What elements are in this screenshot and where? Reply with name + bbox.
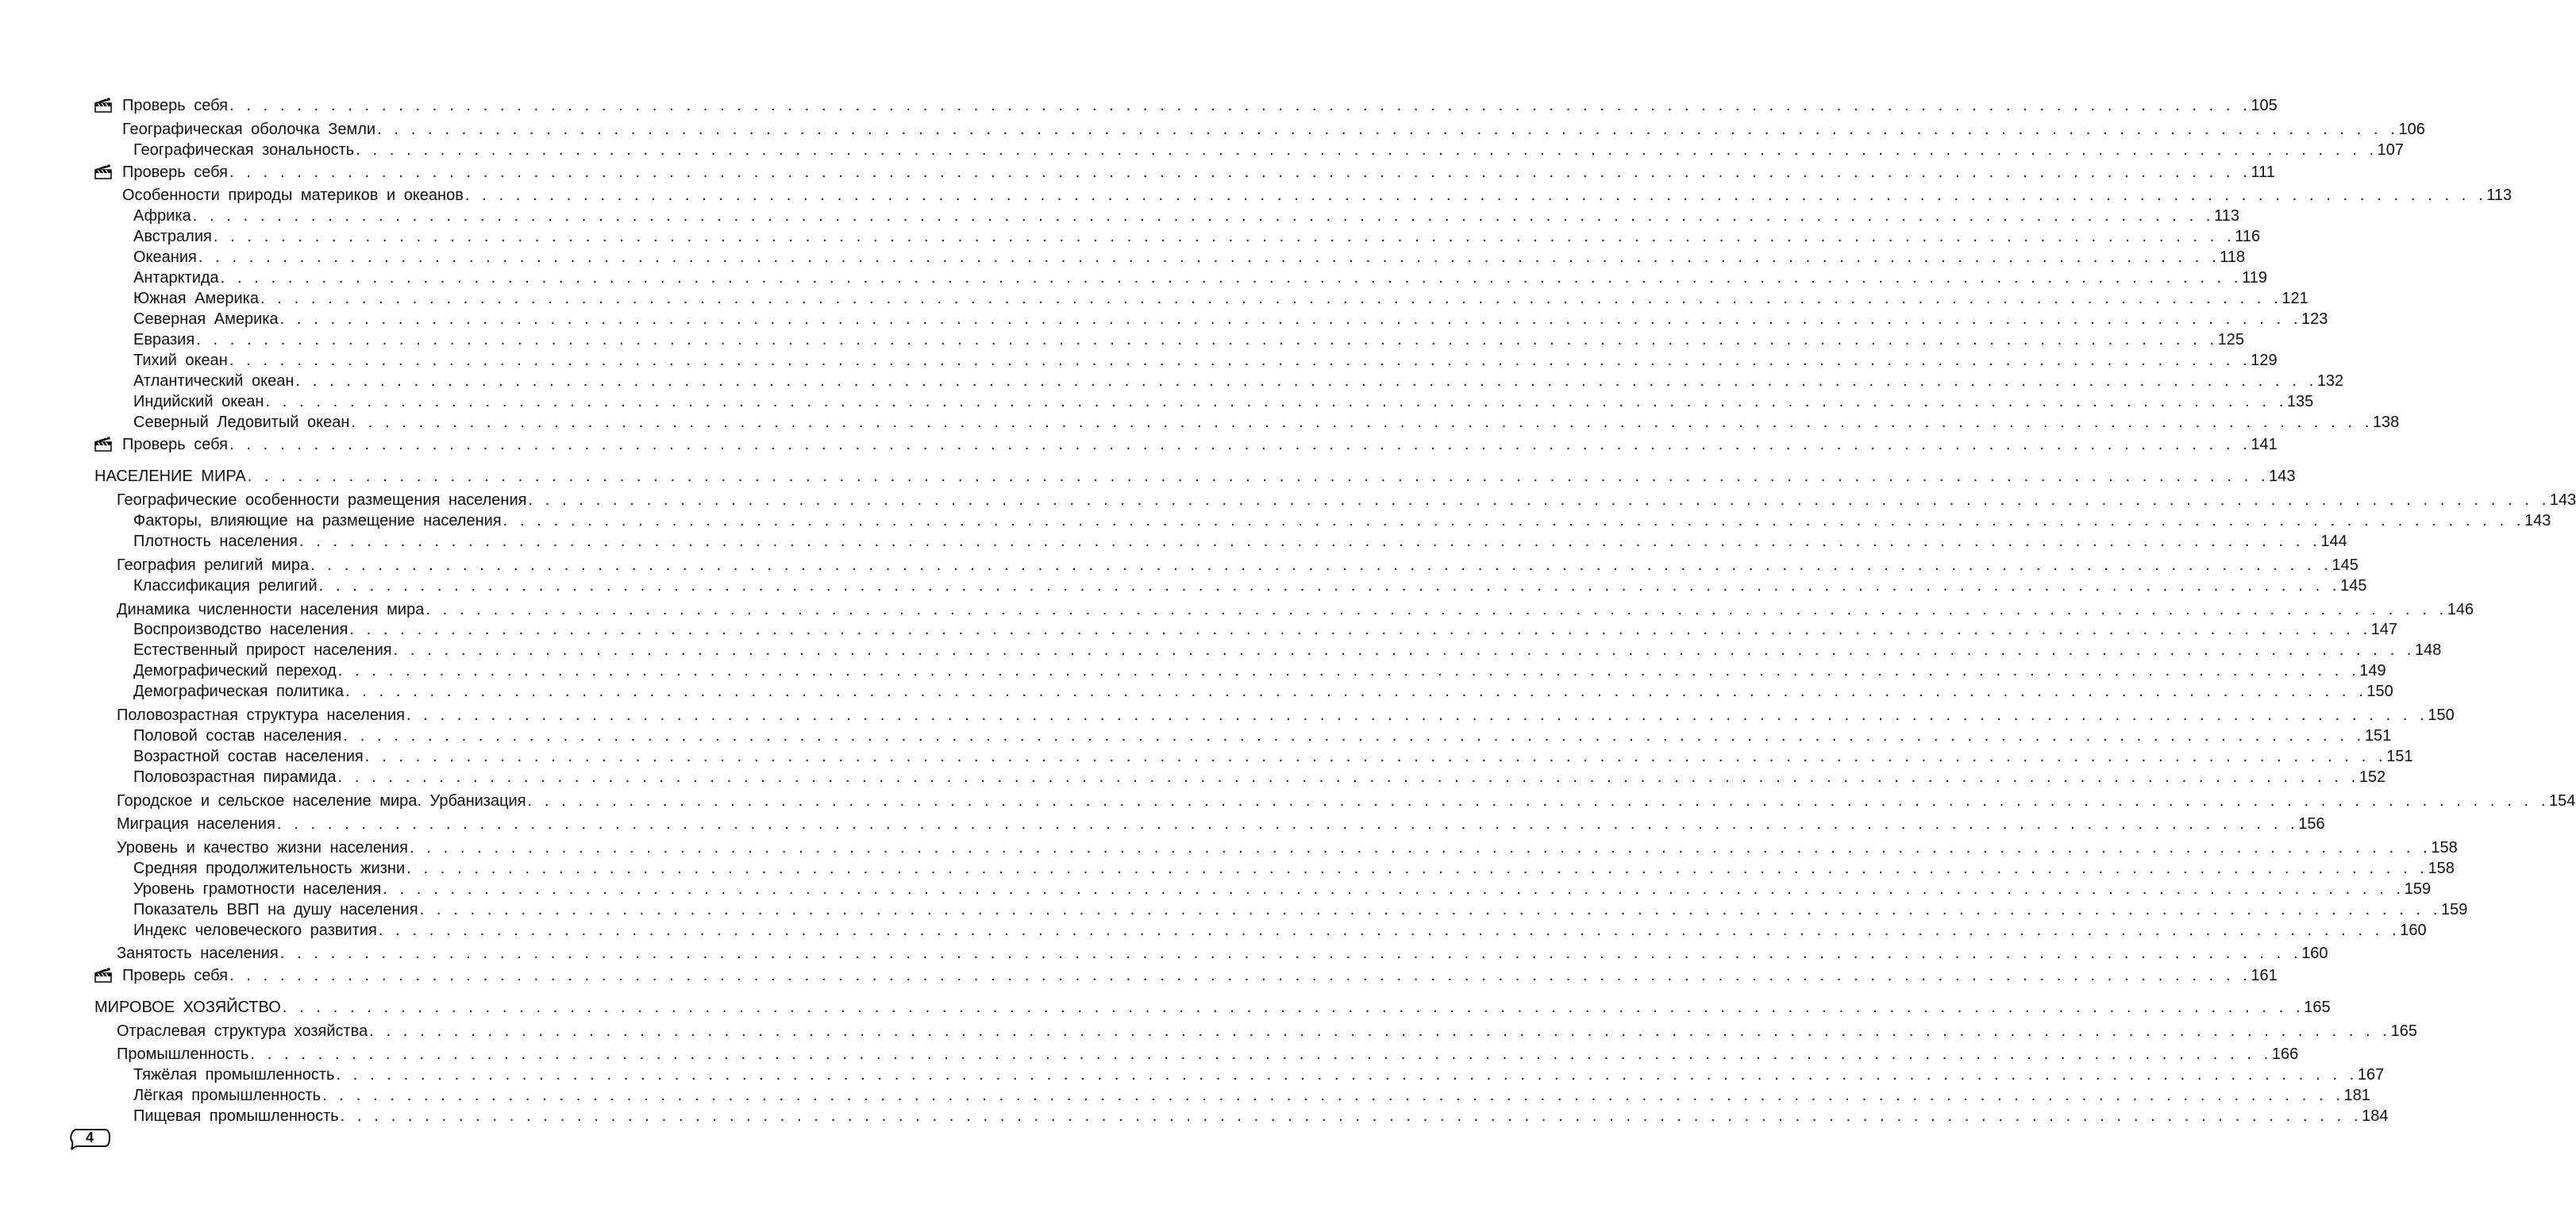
toc-entry-page: 143	[2269, 467, 2296, 485]
toc-entry[interactable]	[117, 791, 2576, 811]
toc-entry-title: Естественный прирост населения	[133, 641, 392, 659]
toc-entry-title: Воспроизводство населения	[133, 620, 348, 638]
toc-entry[interactable]	[133, 1065, 2385, 1085]
toc-entry-page: 160	[2301, 944, 2328, 962]
toc-entry-page: 150	[2366, 682, 2393, 700]
toc-entry-title: Географическая оболочка Земли	[122, 120, 376, 138]
toc-entry-page: 146	[2447, 600, 2474, 618]
toc-entry-title: Индийский океан	[133, 392, 264, 410]
toc-entry[interactable]	[133, 371, 2344, 391]
dot-leader: . . . . . . . . . . . . . . . . . . . . . . . . . . . . . . . . . . . . . . . . . . . . . . . . . . . . . . . . . . . . . . . . . . . . . . . . . . . . . . . . . . . . . . . . . . . . . . . . . . . . . . . . . . . . . . . . . . . . . . . .	[349, 620, 2370, 638]
toc-entry[interactable]	[94, 997, 2331, 1018]
toc-entry-page: 113	[2486, 186, 2512, 204]
toc-entry-page: 141	[2251, 435, 2278, 453]
toc-entry-title: Австралия	[133, 227, 212, 245]
toc-entry[interactable]	[117, 943, 2328, 964]
clapperboard-icon	[94, 96, 113, 114]
toc-entry[interactable]	[133, 660, 2386, 681]
toc-entry[interactable]	[133, 1106, 2389, 1126]
toc-entry[interactable]	[117, 837, 2458, 858]
toc-entry[interactable]	[133, 412, 2400, 433]
toc-entry-title: Географическая зональность	[133, 141, 355, 159]
dot-leader: . . . . . . . . . . . . . . . . . . . . . . . . . . . . . . . . . . . . . . . . . . . . . . . . . . . . . . . . . . . . . . . . . . . . . . . . . . . . . . . . . . . . . . . . . . . . . . . . . . . . . . . . . . . . . . . . . . . . . . . .	[369, 1022, 2389, 1040]
toc-entry[interactable]	[122, 965, 2278, 986]
toc-entry-title: Половозрастная пирамида	[133, 768, 337, 786]
dot-leader: . . . . . . . . . . . . . . . . . . . . . . . . . . . . . . . . . . . . . . . . . . . . . . . . . . . . . . . . . . . . . . . . . . . . . . . . . . . . . . . . . . . . . . . . . . . . . . . . . . . . . . . . . . . . . . . . . . . . . . . .	[345, 682, 2366, 700]
toc-entry-title: Южная Америка	[133, 289, 259, 307]
toc-entry[interactable]	[133, 531, 2347, 552]
toc-entry-title: Антарктида	[133, 268, 219, 287]
dot-leader: . . . . . . . . . . . . . . . . . . . . . . . . . . . . . . . . . . . . . . . . . . . . . . . . . . . . . . . . . . . . . . . . . . . . . . . . . . . . . . . . . . . . . . . . . . . . . . . . . . . . . . . . . . . . . . . . . . . . . . . .	[279, 310, 2301, 328]
toc-entry-title: МИРОВОЕ ХОЗЯЙСТВО	[94, 998, 281, 1016]
toc-entry-title: Плотность населения	[133, 532, 298, 550]
clapperboard-icon	[94, 163, 113, 180]
toc-entry[interactable]	[133, 309, 2328, 329]
toc-entry-title: Миграция населения	[117, 814, 275, 833]
dot-leader: . . . . . . . . . . . . . . . . . . . . . . . . . . . . . . . . . . . . . . . . . . . . . . . . . . . . . . . . . . . . . . . . . . . . . . . . . . . . . . . . . . . . . . . . . . . . . . . . . . . . . . . . . . . . . . . . . . . . . . . .	[276, 814, 2297, 833]
toc-entry-page: 158	[2428, 859, 2455, 877]
toc-entry-title: Городское и сельское население мира. Урбанизация	[117, 791, 526, 810]
toc-entry-page: 158	[2431, 838, 2458, 857]
toc-entry-title: Демографическая политика	[133, 682, 344, 700]
toc-entry-title: Половозрастная структура населения	[117, 706, 405, 724]
dot-leader: . . . . . . . . . . . . . . . . . . . . . . . . . . . . . . . . . . . . . . . . . . . . . . . . . . . . . . . . . . . . . . . . . . . . . . . . . . . . . . . . . . . . . . . . . . . . . . . . . . . . . . . . . . . . . . . . . . . . . . . .	[310, 556, 2331, 574]
toc-entry-title: Отраслевая структура хозяйства	[117, 1022, 368, 1040]
toc-entry-title: Проверь себя	[122, 966, 228, 984]
toc-entry[interactable]	[133, 288, 2308, 309]
toc-entry[interactable]	[133, 510, 2551, 531]
toc-entry-page: 143	[2549, 491, 2576, 509]
dot-leader: . . . . . . . . . . . . . . . . . . . . . . . . . . . . . . . . . . . . . . . . . . . . . . . . . . . . . . . . . . . . . . . . . . . . . . . . . . . . . . . . . . . . . . . . . . . . . . . . . . . . . . . . . . . . . . . . . . . . . . . .	[229, 96, 2250, 114]
dot-leader: . . . . . . . . . . . . . . . . . . . . . . . . . . . . . . . . . . . . . . . . . . . . . . . . . . . . . . . . . . . . . . . . . . . . . . . . . . . . . . . . . . . . . . . . . . . . . . . . . . . . . . . . . . . . . . . . . . . . . . . .	[527, 791, 2547, 810]
toc-entry-title: Индекс человеческого развития	[133, 921, 377, 939]
toc-entry-page: 121	[2281, 289, 2308, 307]
toc-entry-page: 159	[2441, 900, 2468, 918]
dot-leader: . . . . . . . . . . . . . . . . . . . . . . . . . . . . . . . . . . . . . . . . . . . . . . . . . . . . . . . . . . . . . . . . . . . . . . . . . . . . . . . . . . . . . . . . . . . . . . . . . . . . . . . . . . . . . . . . . . . . . . . .	[282, 998, 2303, 1016]
dot-leader: . . . . . . . . . . . . . . . . . . . . . . . . . . . . . . . . . . . . . . . . . . . . . . . . . . . . . . . . . . . . . . . . . . . . . . . . . . . . . . . . . . . . . . . . . . . . . . . . . . . . . . . . . . . . . . . . . . . . . . . .	[377, 120, 2397, 138]
toc-entry-page: 159	[2404, 880, 2432, 898]
toc-entry-page: 138	[2372, 413, 2400, 431]
clapperboard-icon	[94, 966, 113, 984]
dot-leader: . . . . . . . . . . . . . . . . . . . . . . . . . . . . . . . . . . . . . . . . . . . . . . . . . . . . . . . . . . . . . . . . . . . . . . . . . . . . . . . . . . . . . . . . . . . . . . . . . . . . . . . . . . . . . . . . . . . . . . . .	[351, 413, 2371, 431]
toc-entry-title: Промышленность	[117, 1045, 249, 1063]
dot-leader: . . . . . . . . . . . . . . . . . . . . . . . . . . . . . . . . . . . . . . . . . . . . . . . . . . . . . . . . . . . . . . . . . . . . . . . . . . . . . . . . . . . . . . . . . . . . . . . . . . . . . . . . . . . . . . . . . . . . . . . .	[393, 641, 2414, 659]
dot-leader: . . . . . . . . . . . . . . . . . . . . . . . . . . . . . . . . . . . . . . . . . . . . . . . . . . . . . . . . . . . . . . . . . . . . . . . . . . . . . . . . . . . . . . . . . . . . . . . . . . . . . . . . . . . . . . . . . . . . . . . .	[247, 467, 2268, 485]
toc-entry-title: География религий мира	[117, 556, 310, 574]
toc-entry[interactable]	[133, 640, 2442, 660]
toc-entry[interactable]	[133, 329, 2244, 350]
toc-entry[interactable]	[133, 268, 2267, 288]
page-number-badge	[68, 1127, 111, 1151]
toc-entry-title: Особенности природы материков и океанов	[122, 186, 464, 204]
dot-leader: . . . . . . . . . . . . . . . . . . . . . . . . . . . . . . . . . . . . . . . . . . . . . . . . . . . . . . . . . . . . . . . . . . . . . . . . . . . . . . . . . . . . . . . . . . . . . . . . . . . . . . . . . . . . . . . . . . . . . . . .	[322, 1086, 2343, 1104]
dot-leader: . . . . . . . . . . . . . . . . . . . . . . . . . . . . . . . . . . . . . . . . . . . . . . . . . . . . . . . . . . . . . . . . . . . . . . . . . . . . . . . . . . . . . . . . . . . . . . . . . . . . . . . . . . . . . . . . . . . . . . . .	[343, 726, 2363, 745]
toc-entry-page: 156	[2298, 814, 2325, 833]
dot-leader: . . . . . . . . . . . . . . . . . . . . . . . . . . . . . . . . . . . . . . . . . . . . . . . . . . . . . . . . . . . . . . . . . . . . . . . . . . . . . . . . . . . . . . . . . . . . . . . . . . . . . . . . . . . . . . . . . . . . . . . .	[298, 532, 2320, 550]
toc-entry-title: Занятость населения	[117, 944, 279, 962]
toc-entry-page: 123	[2301, 310, 2328, 328]
toc-entry-title: Уровень и качество жизни населения	[117, 838, 408, 857]
dot-leader: . . . . . . . . . . . . . . . . . . . . . . . . . . . . . . . . . . . . . . . . . . . . . . . . . . . . . . . . . . . . . . . . . . . . . . . . . . . . . . . . . . . . . . . . . . . . . . . . . . . . . . . . . . . . . . . . . . . . . . . .	[250, 1045, 2270, 1063]
toc-entry[interactable]	[133, 206, 2239, 226]
toc-entry-title: Северный Ледовитый океан	[133, 413, 350, 431]
toc-entry[interactable]	[117, 599, 2474, 620]
toc-entry[interactable]	[122, 185, 2512, 206]
toc-entry-title: Классификация религий	[133, 576, 318, 595]
toc-entry-page: 118	[2220, 248, 2246, 266]
toc-entry-page: 132	[2316, 372, 2344, 390]
dot-leader: . . . . . . . . . . . . . . . . . . . . . . . . . . . . . . . . . . . . . . . . . . . . . . . . . . . . . . . . . . . . . . . . . . . . . . . . . . . . . . . . . . . . . . . . . . . . . . . . . . . . . . . . . . . . . . . . . . . . . . . .	[279, 944, 2301, 962]
toc-entry-title: Проверь себя	[122, 435, 228, 453]
dot-leader: . . . . . . . . . . . . . . . . . . . . . . . . . . . . . . . . . . . . . . . . . . . . . . . . . . . . . . . . . . . . . . . . . . . . . . . . . . . . . . . . . . . . . . . . . . . . . . . . . . . . . . . . . . . . . . . . . . . . . . . .	[198, 248, 2219, 266]
toc-entry-title: НАСЕЛЕНИЕ МИРА	[94, 467, 246, 485]
toc-entry[interactable]	[117, 1044, 2299, 1065]
dot-leader: . . . . . . . . . . . . . . . . . . . . . . . . . . . . . . . . . . . . . . . . . . . . . . . . . . . . . . . . . . . . . . . . . . . . . . . . . . . . . . . . . . . . . . . . . . . . . . . . . . . . . . . . . . . . . . . . . . . . . . . .	[409, 838, 2430, 857]
dot-leader: . . . . . . . . . . . . . . . . . . . . . . . . . . . . . . . . . . . . . . . . . . . . . . . . . . . . . . . . . . . . . . . . . . . . . . . . . . . . . . . . . . . . . . . . . . . . . . . . . . . . . . . . . . . . . . . . . . . . . . . .	[356, 141, 2376, 159]
clapperboard-icon	[94, 435, 113, 452]
dot-leader: . . . . . . . . . . . . . . . . . . . . . . . . . . . . . . . . . . . . . . . . . . . . . . . . . . . . . . . . . . . . . . . . . . . . . . . . . . . . . . . . . . . . . . . . . . . . . . . . . . . . . . . . . . . . . . . . . . . . . . . .	[213, 227, 2234, 245]
toc-entry[interactable]	[133, 1085, 2370, 1106]
dot-leader: . . . . . . . . . . . . . . . . . . . . . . . . . . . . . . . . . . . . . . . . . . . . . . . . . . . . . . . . . . . . . . . . . . . . . . . . . . . . . . . . . . . . . . . . . . . . . . . . . . . . . . . . . . . . . . . . . . . . . . . .	[340, 1107, 2361, 1125]
toc-entry-page: 145	[2340, 576, 2367, 595]
toc-entry[interactable]	[133, 726, 2392, 746]
toc-entry-page: 129	[2251, 351, 2278, 369]
toc-entry-title: Проверь себя	[122, 96, 228, 114]
dot-leader: . . . . . . . . . . . . . . . . . . . . . . . . . . . . . . . . . . . . . . . . . . . . . . . . . . . . . . . . . . . . . . . . . . . . . . . . . . . . . . . . . . . . . . . . . . . . . . . . . . . . . . . . . . . . . . . . . . . . . . . .	[196, 330, 2216, 348]
toc-entry-page: 148	[2415, 641, 2442, 659]
toc-entry[interactable]	[122, 434, 2278, 455]
toc-entry-page: 154	[2548, 791, 2576, 810]
toc-entry-page: 150	[2428, 706, 2455, 724]
toc-entry-title: Евразия	[133, 330, 195, 348]
dot-leader: . . . . . . . . . . . . . . . . . . . . . . . . . . . . . . . . . . . . . . . . . . . . . . . . . . . . . . . . . . . . . . . . . . . . . . . . . . . . . . . . . . . . . . . . . . . . . . . . . . . . . . . . . . . . . . . . . . . . . . . .	[229, 966, 2250, 984]
toc-entry-page: 145	[2331, 556, 2358, 574]
toc-entry[interactable]	[117, 555, 2358, 576]
dot-leader: . . . . . . . . . . . . . . . . . . . . . . . . . . . . . . . . . . . . . . . . . . . . . . . . . . . . . . . . . . . . . . . . . . . . . . . . . . . . . . . . . . . . . . . . . . . . . . . . . . . . . . . . . . . . . . . . . . . . . . . .	[528, 491, 2548, 509]
dot-leader: . . . . . . . . . . . . . . . . . . . . . . . . . . . . . . . . . . . . . . . . . . . . . . . . . . . . . . . . . . . . . . . . . . . . . . . . . . . . . . . . . . . . . . . . . . . . . . . . . . . . . . . . . . . . . . . . . . . . . . . .	[337, 661, 2358, 680]
toc-entry[interactable]	[133, 247, 2246, 268]
dot-leader: . . . . . . . . . . . . . . . . . . . . . . . . . . . . . . . . . . . . . . . . . . . . . . . . . . . . . . . . . . . . . . . . . . . . . . . . . . . . . . . . . . . . . . . . . . . . . . . . . . . . . . . . . . . . . . . . . . . . . . . .	[406, 859, 2427, 877]
toc-entry[interactable]	[133, 899, 2468, 920]
toc-entry-page: 144	[2320, 532, 2347, 550]
toc-entry[interactable]	[133, 767, 2386, 787]
toc-entry-title: Средняя продолжительность жизни	[133, 859, 406, 877]
dot-leader: . . . . . . . . . . . . . . . . . . . . . . . . . . . . . . . . . . . . . . . . . . . . . . . . . . . . . . . . . . . . . . . . . . . . . . . . . . . . . . . . . . . . . . . . . . . . . . . . . . . . . . . . . . . . . . . . . . . . . . . .	[425, 600, 2446, 618]
toc-entry[interactable]	[133, 746, 2413, 767]
toc-entry[interactable]	[133, 576, 2367, 596]
toc-entry-title: Пищевая промышленность	[133, 1107, 339, 1125]
toc-entry[interactable]	[122, 162, 2275, 183]
dot-leader: . . . . . . . . . . . . . . . . . . . . . . . . . . . . . . . . . . . . . . . . . . . . . . . . . . . . . . . . . . . . . . . . . . . . . . . . . . . . . . . . . . . . . . . . . . . . . . . . . . . . . . . . . . . . . . . . . . . . . . . .	[502, 511, 2524, 529]
dot-leader: . . . . . . . . . . . . . . . . . . . . . . . . . . . . . . . . . . . . . . . . . . . . . . . . . . . . . . . . . . . . . . . . . . . . . . . . . . . . . . . . . . . . . . . . . . . . . . . . . . . . . . . . . . . . . . . . . . . . . . . .	[220, 268, 2241, 287]
toc-entry[interactable]	[117, 490, 2576, 510]
dot-leader: . . . . . . . . . . . . . . . . . . . . . . . . . . . . . . . . . . . . . . . . . . . . . . . . . . . . . . . . . . . . . . . . . . . . . . . . . . . . . . . . . . . . . . . . . . . . . . . . . . . . . . . . . . . . . . . . . . . . . . . .	[318, 576, 2339, 595]
dot-leader: . . . . . . . . . . . . . . . . . . . . . . . . . . . . . . . . . . . . . . . . . . . . . . . . . . . . . . . . . . . . . . . . . . . . . . . . . . . . . . . . . . . . . . . . . . . . . . . . . . . . . . . . . . . . . . . . . . . . . . . .	[229, 351, 2250, 369]
toc-entry-page: 149	[2359, 661, 2386, 680]
toc-entry[interactable]	[133, 391, 2314, 412]
dot-leader: . . . . . . . . . . . . . . . . . . . . . . . . . . . . . . . . . . . . . . . . . . . . . . . . . . . . . . . . . . . . . . . . . . . . . . . . . . . . . . . . . . . . . . . . . . . . . . . . . . . . . . . . . . . . . . . . . . . . . . . .	[406, 706, 2427, 724]
dot-leader: . . . . . . . . . . . . . . . . . . . . . . . . . . . . . . . . . . . . . . . . . . . . . . . . . . . . . . . . . . . . . . . . . . . . . . . . . . . . . . . . . . . . . . . . . . . . . . . . . . . . . . . . . . . . . . . . . . . . . . . .	[229, 163, 2250, 181]
dot-leader: . . . . . . . . . . . . . . . . . . . . . . . . . . . . . . . . . . . . . . . . . . . . . . . . . . . . . . . . . . . . . . . . . . . . . . . . . . . . . . . . . . . . . . . . . . . . . . . . . . . . . . . . . . . . . . . . . . . . . . . .	[419, 900, 2439, 918]
toc-entry-title: Динамика численности населения мира	[117, 600, 425, 618]
toc-entry-page: 184	[2362, 1107, 2389, 1125]
toc-entry-title: Тяжёлая промышленность	[133, 1065, 335, 1084]
dot-leader: . . . . . . . . . . . . . . . . . . . . . . . . . . . . . . . . . . . . . . . . . . . . . . . . . . . . . . . . . . . . . . . . . . . . . . . . . . . . . . . . . . . . . . . . . . . . . . . . . . . . . . . . . . . . . . . . . . . . . . . .	[229, 435, 2250, 453]
toc-entry-page: 166	[2271, 1045, 2299, 1063]
toc-entry-page: 119	[2242, 268, 2267, 287]
toc-entry[interactable]	[133, 140, 2405, 160]
toc-entry-page: 106	[2398, 120, 2425, 138]
toc-entry-title: Возрастной состав населения	[133, 747, 364, 765]
dot-leader: . . . . . . . . . . . . . . . . . . . . . . . . . . . . . . . . . . . . . . . . . . . . . . . . . . . . . . . . . . . . . . . . . . . . . . . . . . . . . . . . . . . . . . . . . . . . . . . . . . . . . . . . . . . . . . . . . . . . . . . .	[383, 880, 2403, 898]
toc-entry-page: 147	[2370, 620, 2398, 638]
dot-leader: . . . . . . . . . . . . . . . . . . . . . . . . . . . . . . . . . . . . . . . . . . . . . . . . . . . . . . . . . . . . . . . . . . . . . . . . . . . . . . . . . . . . . . . . . . . . . . . . . . . . . . . . . . . . . . . . . . . . . . . .	[336, 1065, 2356, 1084]
dot-leader: . . . . . . . . . . . . . . . . . . . . . . . . . . . . . . . . . . . . . . . . . . . . . . . . . . . . . . . . . . . . . . . . . . . . . . . . . . . . . . . . . . . . . . . . . . . . . . . . . . . . . . . . . . . . . . . . . . . . . . . .	[295, 372, 2316, 390]
toc-entry-page: 165	[2390, 1022, 2418, 1040]
toc-entry-page: 143	[2524, 511, 2551, 529]
toc-entry-title: Демографический переход	[133, 661, 337, 680]
toc-entry[interactable]	[133, 619, 2398, 640]
toc-entry-page: 111	[2251, 163, 2275, 181]
toc-entry-page: 116	[2235, 227, 2261, 245]
dot-leader: . . . . . . . . . . . . . . . . . . . . . . . . . . . . . . . . . . . . . . . . . . . . . . . . . . . . . . . . . . . . . . . . . . . . . . . . . . . . . . . . . . . . . . . . . . . . . . . . . . . . . . . . . . . . . . . . . . . . . . . .	[192, 206, 2213, 225]
toc-entry-page: 125	[2217, 330, 2244, 348]
toc-entry-page: 161	[2251, 966, 2278, 984]
dot-leader: . . . . . . . . . . . . . . . . . . . . . . . . . . . . . . . . . . . . . . . . . . . . . . . . . . . . . . . . . . . . . . . . . . . . . . . . . . . . . . . . . . . . . . . . . . . . . . . . . . . . . . . . . . . . . . . . . . . . . . . .	[337, 768, 2358, 786]
toc-entry-title: Северная Америка	[133, 310, 279, 328]
dot-leader: . . . . . . . . . . . . . . . . . . . . . . . . . . . . . . . . . . . . . . . . . . . . . . . . . . . . . . . . . . . . . . . . . . . . . . . . . . . . . . . . . . . . . . . . . . . . . . . . . . . . . . . . . . . . . . . . . . . . . . . .	[260, 289, 2281, 307]
page-number: 4	[85, 1130, 94, 1145]
toc-entry[interactable]	[117, 814, 2325, 834]
toc-entry-title: Факторы, влияющие на размещение населения	[133, 511, 502, 529]
toc-entry[interactable]	[117, 705, 2455, 726]
toc-entry[interactable]	[122, 95, 2278, 116]
toc-entry[interactable]	[133, 858, 2455, 879]
toc-entry-title: Географические особенности размещения населения	[117, 491, 527, 509]
toc-entry-title: Африка	[133, 206, 191, 225]
toc-entry-page: 165	[2304, 998, 2331, 1016]
toc-entry-page: 151	[2386, 747, 2413, 765]
dot-leader: . . . . . . . . . . . . . . . . . . . . . . . . . . . . . . . . . . . . . . . . . . . . . . . . . . . . . . . . . . . . . . . . . . . . . . . . . . . . . . . . . . . . . . . . . . . . . . . . . . . . . . . . . . . . . . . . . . . . . . . .	[265, 392, 2285, 410]
toc-entry-page: 113	[2214, 206, 2239, 225]
toc-entry-title: Половой состав населения	[133, 726, 342, 745]
toc-entry-page: 151	[2364, 726, 2392, 745]
toc-entry[interactable]	[133, 879, 2432, 899]
toc-entry-page: 107	[2377, 141, 2405, 159]
toc-entry-title: Лёгкая промышленность	[133, 1086, 322, 1104]
toc-entry-title: Океания	[133, 248, 197, 266]
dot-leader: . . . . . . . . . . . . . . . . . . . . . . . . . . . . . . . . . . . . . . . . . . . . . . . . . . . . . . . . . . . . . . . . . . . . . . . . . . . . . . . . . . . . . . . . . . . . . . . . . . . . . . . . . . . . . . . . . . . . . . . .	[364, 747, 2385, 765]
dot-leader: . . . . . . . . . . . . . . . . . . . . . . . . . . . . . . . . . . . . . . . . . . . . . . . . . . . . . . . . . . . . . . . . . . . . . . . . . . . . . . . . . . . . . . . . . . . . . . . . . . . . . . . . . . . . . . . . . . . . . . . .	[464, 186, 2486, 204]
toc-entry-title: Показатель ВВП на душу населения	[133, 900, 418, 918]
toc-entry-page: 135	[2286, 392, 2314, 410]
toc-entry[interactable]	[133, 350, 2278, 371]
toc-entry-title: Проверь себя	[122, 163, 228, 181]
toc-entry-page: 105	[2251, 96, 2278, 114]
toc-entry-title: Уровень грамотности населения	[133, 880, 382, 898]
toc-entry[interactable]	[133, 226, 2261, 247]
toc-entry[interactable]	[122, 119, 2425, 140]
toc-entry-title: Атлантический океан	[133, 372, 295, 390]
toc-entry-page: 181	[2343, 1086, 2370, 1104]
toc-entry-page: 152	[2358, 768, 2386, 786]
toc-entry[interactable]	[133, 681, 2393, 702]
toc-entry-page: 167	[2357, 1065, 2385, 1084]
toc-entry[interactable]	[133, 920, 2427, 941]
toc-entry[interactable]	[117, 1021, 2418, 1041]
toc-entry-page: 160	[2400, 921, 2427, 939]
dot-leader: . . . . . . . . . . . . . . . . . . . . . . . . . . . . . . . . . . . . . . . . . . . . . . . . . . . . . . . . . . . . . . . . . . . . . . . . . . . . . . . . . . . . . . . . . . . . . . . . . . . . . . . . . . . . . . . . . . . . . . . .	[378, 921, 2399, 939]
toc-entry-title: Тихий океан	[133, 351, 228, 369]
toc-entry[interactable]	[94, 466, 2296, 487]
